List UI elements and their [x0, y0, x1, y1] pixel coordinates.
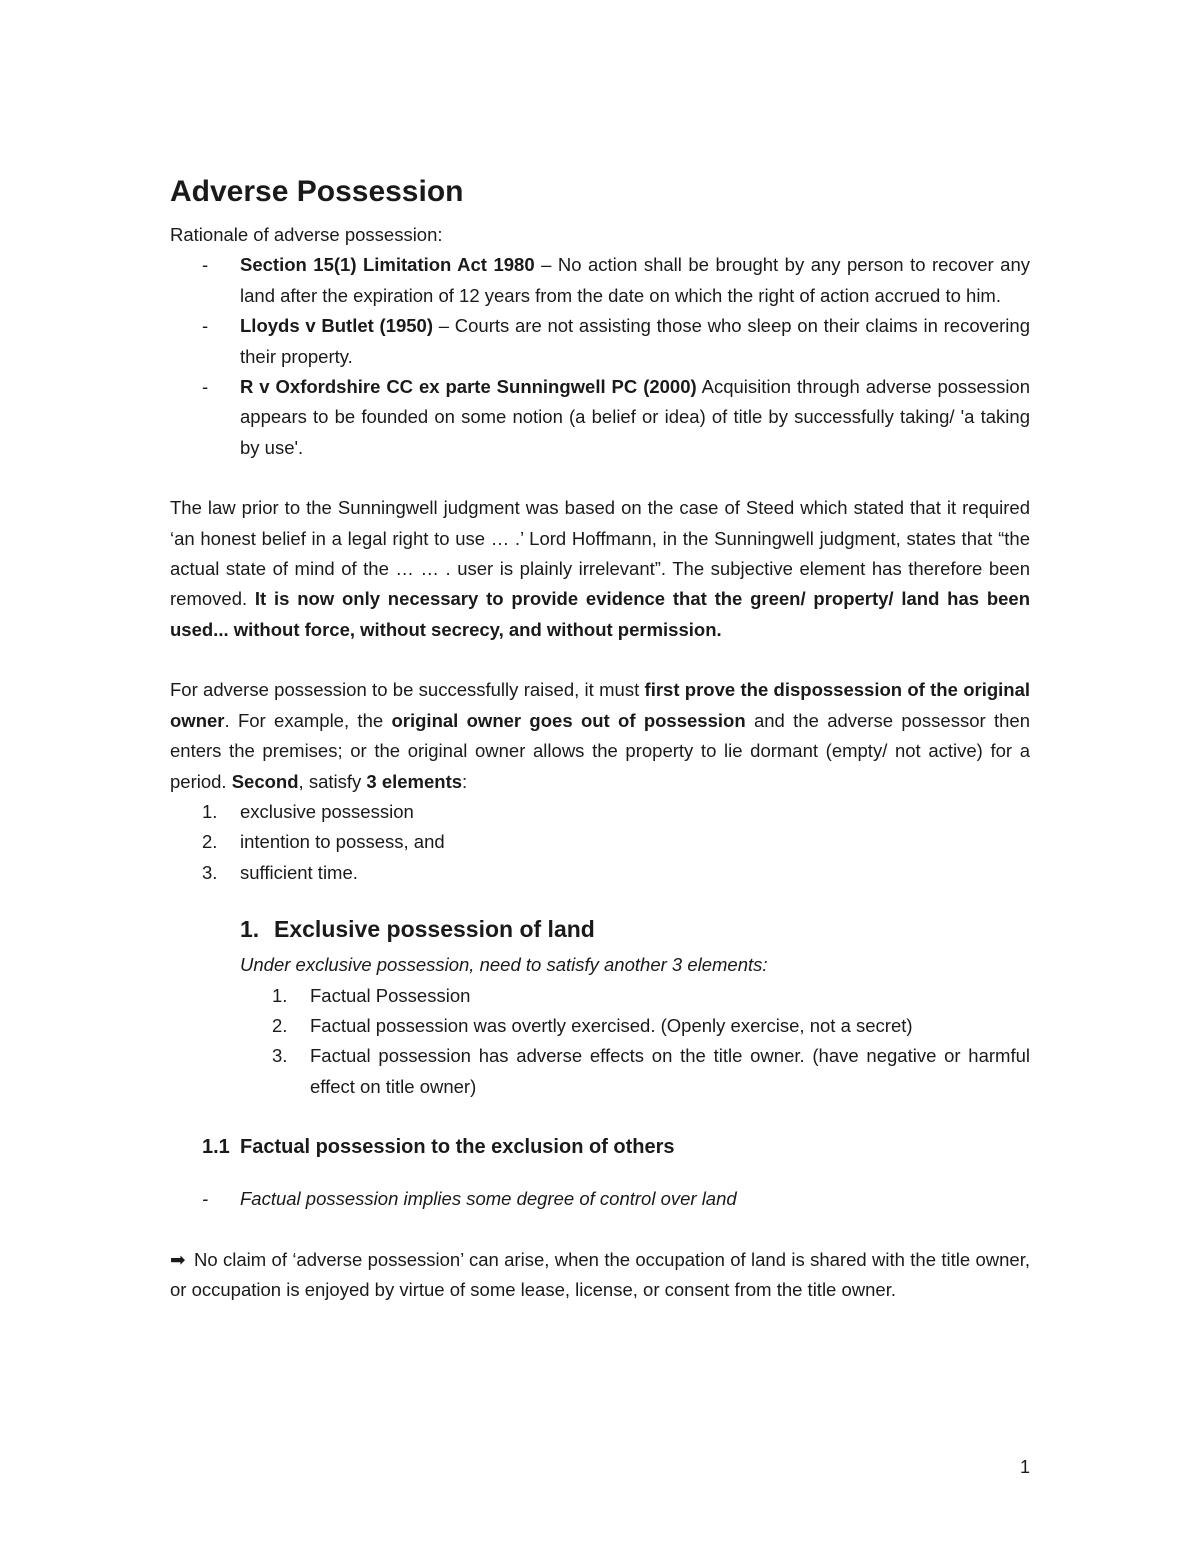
list-number: 3.: [272, 1045, 288, 1067]
paragraph-text: , satisfy: [298, 770, 367, 792]
section-number: 1.: [240, 916, 260, 943]
subsection-heading-factual-possession: [202, 1132, 1030, 1162]
list-text: Factual possession was overtly exercised. (Openly exercise, not a secret): [310, 1014, 913, 1036]
paragraph-text: :: [462, 770, 468, 792]
list-number: 2.: [272, 1014, 288, 1036]
paragraph-bold: first prove the dispossession of the original owner: [170, 679, 1031, 731]
subsection-title: Factual possession to the exclusion of others: [240, 1136, 675, 1159]
paragraph-text: For adverse possession to be successfully raised, it must: [170, 679, 645, 701]
list-item: [170, 981, 1030, 1011]
rationale-intro: Rationale of adverse possession:: [170, 224, 443, 245]
paragraph-bold: It is now only necessary to provide evidence that the green/ property/ land has been used... without force, without secrecy, and without permission.: [170, 588, 1030, 640]
document-body: [170, 172, 1030, 1305]
list-text: sufficient time.: [240, 861, 358, 883]
paragraph-bold: Second: [231, 770, 299, 792]
list-item: [170, 858, 1030, 888]
arrow-paragraph: [170, 1245, 1030, 1306]
section-intro: Under exclusive possession, need to satisfy another 3 elements:: [240, 954, 768, 976]
list-item: - Factual possession implies some degree of control over land: [170, 1184, 1030, 1214]
list-number: 1.: [272, 984, 288, 1006]
list-text: intention to possess, and: [240, 831, 445, 853]
list-text: exclusive possession: [240, 800, 414, 822]
paragraph-text: and the adverse possessor then enters the premises; or the original owner allows the property to lie dormant (empty/ not active) for a period.: [170, 709, 1031, 792]
paragraph-bold: 3 elements: [366, 770, 463, 792]
rationale-item-lloyds: [170, 311, 1030, 372]
list-number: 2.: [202, 831, 218, 853]
rationale-item-sunningwell: [170, 372, 1030, 463]
rationale-item-text: Acquisition through adverse possession appears to be founded on some notion (a belief or idea) of title by successfully taking/ 'a taking by use'.: [240, 376, 1031, 458]
rationale-list: [170, 250, 1030, 463]
exclusive-possession-list: [170, 981, 1030, 1103]
page-title: Adverse Possession: [170, 175, 464, 208]
factual-possession-list: [170, 1184, 1030, 1214]
paragraph-text: . For example, the: [224, 709, 392, 731]
list-text: Factual Possession: [310, 984, 471, 1006]
rationale-item-text: – Courts are not assisting those who sleep on their claims in recovering their property.: [240, 315, 1030, 367]
list-item: [170, 1011, 1030, 1041]
rationale-item-bold: R v Oxfordshire CC ex parte Sunningwell PC (2000): [240, 376, 697, 398]
paragraph-bold: original owner goes out of possession: [391, 709, 746, 731]
paragraph-text: The law prior to the Sunningwell judgment was based on the case of Steed which stated that it required ‘an honest belief in a legal right to use … .’ Lord Hoffmann, in the Sunningwell judgment, states that “the actual state of mind of the … … . user is plainly irrelevant”. The subjective element has therefore been removed.: [170, 497, 1030, 610]
section-title: Exclusive possession of land: [274, 916, 595, 943]
list-number: 1.: [202, 800, 218, 822]
list-item: [170, 797, 1030, 827]
paragraph-sunningwell: [170, 493, 1030, 645]
rationale-item-bold: Lloyds v Butlet (1950): [240, 315, 434, 337]
page-number: 1: [1019, 1457, 1030, 1477]
arrow-paragraph-text: No claim of ‘adverse possession’ can arise, when the occupation of land is shared with the title owner, or occupation is enjoyed by virtue of some lease, license, or consent from the title owner.: [170, 1248, 1030, 1300]
elements-list: [170, 797, 1030, 888]
paragraph-dispossession: [170, 675, 1030, 797]
list-number: 3.: [202, 861, 218, 883]
rationale-item-bold: Section 15(1) Limitation Act 1980: [240, 254, 535, 276]
section-heading-exclusive-possession: [170, 912, 1030, 946]
subsection-number: 1.1: [202, 1136, 230, 1159]
rationale-item-section-15: [170, 250, 1030, 311]
list-text: Factual possession has adverse effects on the title owner. (have negative or harmful effect on title owner): [310, 1045, 1030, 1097]
list-item: [170, 1041, 1030, 1102]
rationale-item-text: – No action shall be brought by any person to recover any land after the expiration of 12 years from the date on which the right of action accrued to him.: [240, 254, 1030, 306]
list-item: [170, 827, 1030, 857]
arrow-right-icon: ➡: [170, 1248, 186, 1270]
